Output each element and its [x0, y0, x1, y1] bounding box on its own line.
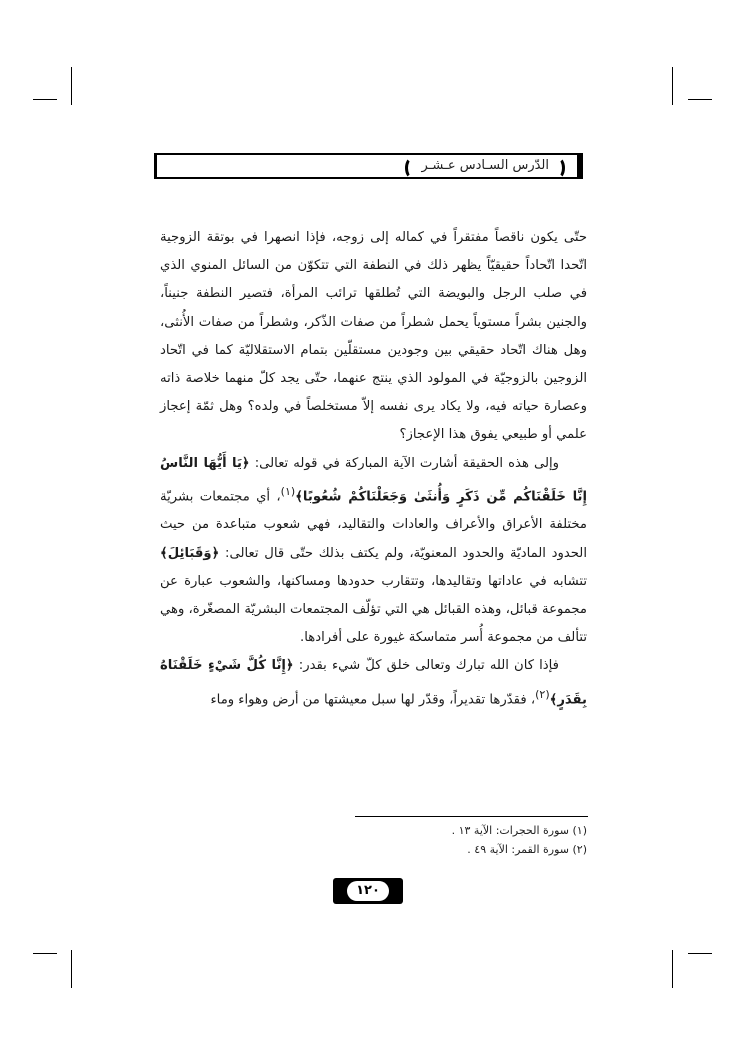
footnote-ref: (١) [280, 484, 296, 498]
quran-verse: ﴿وَقَبَائِلَ﴾ [160, 545, 220, 561]
body-text [160, 224, 587, 714]
paragraph-2: وإلى هذه الحقيقة أشارت الآية المباركة في قوله تعالى: ﴿يَا أَيُّهَا النَّاسُ إِنَّا خَلَقْنَاكُم مِّن ذَكَرٍ وَأُنثَىٰ وَجَعَلْنَاكُمْ شُعُوبًا﴾$^{(١)}$، أي مجتمعات بشريّة مختلفة الأعراق والأعراف والعادات والتقاليد، فهي شعوب متباعدة من حيث الحدود الماديّة والحدود المعنويّة، ولم يكتف بذلك حتّى قال تعالى: ﴿وَقَبَائِلَ﴾ تتشابه في عاداتها وتقاليدها، وتتقارب حدودها ومساكنها، والشعوب عبارة عن مجموعة قبائل، وهذه القبائل هي التي تؤلّف المجتمعات البشريّة المصغّرة، وهي تتألف من مجموعة أُسر متماسكة غيورة على أفرادها. [160, 455, 587, 646]
paragraph-1: حتّى يكون ناقصاً مفتقراً في كماله إلى زوجه، فإذا انصهرا في بوتقة الزوجية اتّحدا اتّحاداً حقيقيّاً يظهر ذلك في النطفة التي تتكوّن من السائل المنوي الذي في صلب الرجل والبويضة التي تُطلقها ترائب المرأة، فتصير النطفة جنيناً، والجنين بشراً مستوياً يحمل شطراً من صفات الذّكر، وشطراً من صفات الأُنثى، وهل هناك اتّحاد حقيقي بين وجودين مستقلّين بتمام الاستقلاليّة كما في اتّحاد الزوجين بالزوجيّة في المولود الذي ينتج عنهما، حتّى يجد كلّ منهما خلاصة ذاته وعصارة حياته فيه، ولا يكاد يرى نفسه إلاّ مستخلصاً في ولده؟ وهل ثمّة إعجاز علمي أو طبيعي يفوق هذا الإعجاز؟ [160, 230, 587, 443]
crop-mark-top-left-h [33, 99, 57, 100]
footnote-2: (٢) سورة القمر: الآية ٤٩ . [467, 843, 587, 856]
crop-mark-top-right-v [672, 67, 673, 105]
page-number-badge [333, 878, 403, 904]
quran-verse: ﴿يَا أَيُّهَا النَّاسُ إِنَّا خَلَقْنَاكُم مِّن ذَكَرٍ وَأُنثَىٰ وَجَعَلْنَاكُمْ شُعُوبًا﴾ [160, 455, 587, 505]
crop-mark-bottom-right-h [688, 953, 712, 954]
footnote-ref: (٢) [535, 687, 550, 701]
crop-mark-bottom-left-v [71, 950, 72, 988]
footnotes [287, 821, 587, 859]
running-header [154, 153, 583, 179]
footnote-1: (١) سورة الحجرات: الآية ١٣ . [451, 824, 587, 837]
crop-mark-top-left-v [71, 67, 72, 105]
crop-mark-bottom-left-h [33, 953, 57, 954]
crop-mark-bottom-right-v [672, 950, 673, 988]
chapter-title: الدّرس السـادس عـشـر [411, 155, 559, 177]
quran-verse: ﴿إِنَّا كُلَّ شَيْءٍ خَلَقْنَاهُ بِقَدَرٍ﴾ [160, 658, 587, 708]
page-number: ١٢٠ [347, 881, 389, 901]
crop-mark-top-right-h [688, 99, 712, 100]
footnote-divider [355, 816, 588, 817]
paragraph-3: فإذا كان الله تبارك وتعالى خلق كلّ شيء بقدر: ﴿إِنَّا كُلَّ شَيْءٍ خَلَقْنَاهُ بِقَدَرٍ﴾$^{(٢)}$، فقدّرها تقديراً، وقدّر لها سبل معيشتها من أرض وهواء وماء [160, 658, 587, 708]
